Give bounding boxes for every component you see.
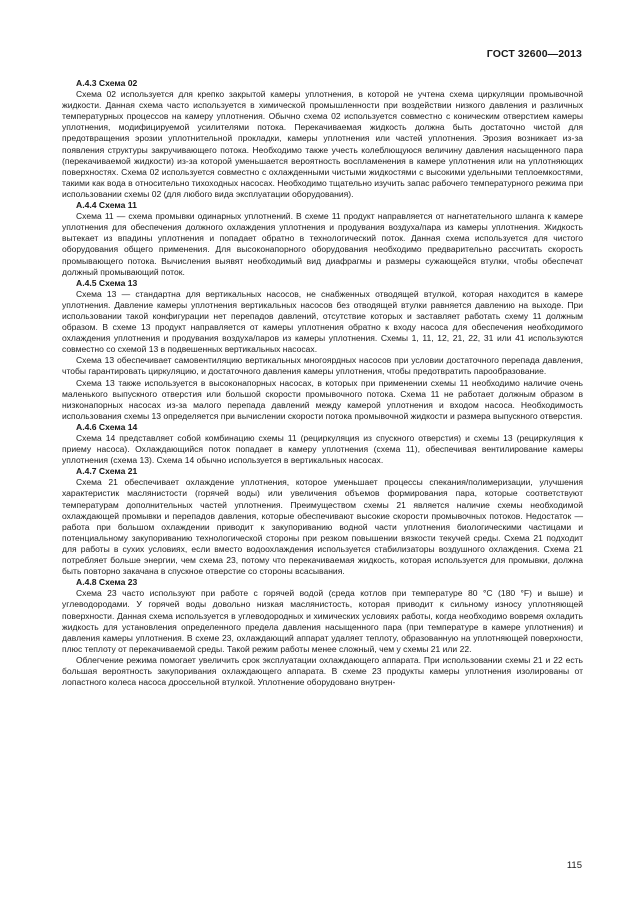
paragraph: Облегчение режима помогает увеличить срок эксплуатации охлаждающего аппарата. При использовании схемы 21 и 22 есть большая вероятность закупоривания охлаждающего аппарата. В схеме 23 продукты камеры уплотнения изолированы от лопастного колеса насоса дроссельной втулкой. Уплотнение оборудовано внутрен- — [62, 654, 583, 688]
paragraph: Схема 13 также используется в высоконапорных насосах, в которых при применении схемы 11 необходимо наличие очень маленького выпускного отверстия или большой скорости промывочного потока. Схема 11 не работает должным образом в низконапорных насосах из-за малого перепада давлений между камерой уплотнения и входом насоса. Необходимость использования схемы 13 определяется при вычислении скорости потока промывочной жидкости и размера выпускного отверстия. — [62, 377, 583, 421]
paragraph: Схема 13 — стандартна для вертикальных насосов, не снабженных отводящей втулкой, которая находится в камере уплотнения. Давление камеры уплотнения вертикальных насосов без отводящей втулки равняется давлению на выходе. При использовании такой конфигурации нет перепадов давлений, отсутствие которых и заставляет работать схему 11 должным образом. В схеме 13 продукт направляется от камеры уплотнения обратно к входу насоса для обеспечения необходимого охлаждения уплотнения и продувания воздуха/паров из камеры уплотнения. Схемы 1, 11, 12, 21, 22, 31 или 41 используются совместно со схемой 13 в подвешенных вертикальных насосах. — [62, 288, 583, 355]
paragraph: Схема 23 часто используют при работе с горячей водой (среда котлов при температуре 80 °С (180 °F) и выше) и углеводородами. У горячей воды довольно низкая маслянистость, которая приводит к сильному износу уплотняющей поверхности. Данная схема используется в углеводородных и химических условиях работы, когда необходимо вовремя охладить жидкость для установления определенного предела давления насыщенного пара (при температуре в камере уплотнения) и давления камеры уплотнения. В схеме 23, охлаждающий аппарат удаляет теплоту, образованную на уплотняющей поверхности, плюс теплоту от перекачиваемой среды. Такой режим работы менее сложный, чем у схемы 21 или 22. — [62, 588, 583, 654]
paragraph: Схема 13 обеспечивает самовентиляцию вертикальных многоярдных насосов при условии достаточного перепада давления, чтобы гарантировать циркуляцию, и достаточного давления камеры уплотнения, чтобы предотвратить парообразование. — [62, 355, 583, 377]
section-heading-a448: А.4.8 Схема 23 — [76, 577, 138, 588]
paragraph: Схема 14 представляет собой комбинацию схемы 11 (рециркуляция из спускного отверстия) и схемы 13 (рециркуляция к приему насоса). Охлаждающийся поток попадает в камеру уплотнения (схема 11), обеспечивая вентилирование камеры уплотнения (схема 13). Схема 14 обычно используется в вертикальных насосах. — [62, 433, 583, 466]
section-heading-a445: А.4.5 Схема 13 — [76, 277, 138, 288]
paragraph: Схема 02 используется для крепко закрытой камеры уплотнения, в которой не учтена схема циркуляции промывочной жидкости. Данная схема часто используется в химической промышленности при воздействии низкого давления и различных температурных процессов на камеру уплотнения. Обычно схема 02 используется совместно с коническим отверстием камеры уплотнения, модифицируемой усилителями потока. Перекачиваемая жидкость должна быть достаточно чистой для предотвращения эрозии уплотнительной прокладки, камеры уплотнения или частей уплотнения. Эрозия возникает из-за появления структуры закручивающего потока. Необходимо также учесть колеблющуюся величину давления насыщенного пара (перекачиваемой жидкости) из-за которой уменьшается вероятность воспламенения в камере уплотнения или на уплотняющих поверхностях. Схема 02 используется совместно с охлажденными чистыми жидкостями с высокими удельными теплоемкостями, такими как вода в относительно тихоходных насосах. Необходимо тщательно изучить запас рабочего температурного режима при использовании схемы 02 (для любого вида эксплуатации оборудования). — [62, 89, 583, 199]
section-heading-a446: А.4.6 Схема 14 — [76, 421, 138, 432]
page-number: 115 — [566, 860, 582, 871]
section-heading-a447: А.4.7 Схема 21 — [76, 466, 138, 477]
section-heading-a443: А.4.3 Схема 02 — [76, 78, 138, 88]
document-header: ГОСТ 32600—2013 — [486, 48, 582, 60]
paragraph: Схема 11 — схема промывки одинарных уплотнений. В схеме 11 продукт направляется от нагнетательного шланга к камере уплотнения для обеспечения должного охлаждения уплотнения и продувания воздуха/пара из камеры уплотнения. Жидкость вытекает из впадины уплотнения и попадает обратно в технологический поток. Данная схема используется для чистого оборудования общего применения. Для высоконапорного оборудования необходимо предварительно рассчитать скорость промывающего потока. Вычисления выявят необходимый вид диафрагмы и размеры сужающейся втулки, чтобы обеспечат должный промывающий поток. — [62, 211, 583, 277]
document-body — [62, 78, 583, 688]
paragraph: Схема 21 обеспечивает охлаждение уплотнения, которое уменьшает процессы спекания/полимеризации, улучшения характеристик маслянистости (горячей воды) или увеличения объемов формирования пара, которые соответствуют температурам дополнительных частей уплотнения. Преимуществом схемы 21 является наличие схемы необходимой охлаждающей промывки и перепадов давления, которые обеспечивают высокие скорости промывочных потоков. Недостаток — работа при большом охлаждении приводит к закупориванию водной части уплотнения биологическими частицами и потенциальному закупориванию технологической стороны при резком повышении вязкости текучей среды. Схема 21 подходит для работы в сухих условиях, если вместо водоохлаждения используется стабилизаторы воздушного охлаждения. Схема 21 потребляет больше энергии, чем схема 23, потому что перекачиваемая жидкость, которая используется для промывки, должна быть повторно закачана в спускное отверстие со стороны всасывания. — [62, 477, 583, 577]
section-heading-a444: А.4.4 Схема 11 — [76, 200, 137, 211]
